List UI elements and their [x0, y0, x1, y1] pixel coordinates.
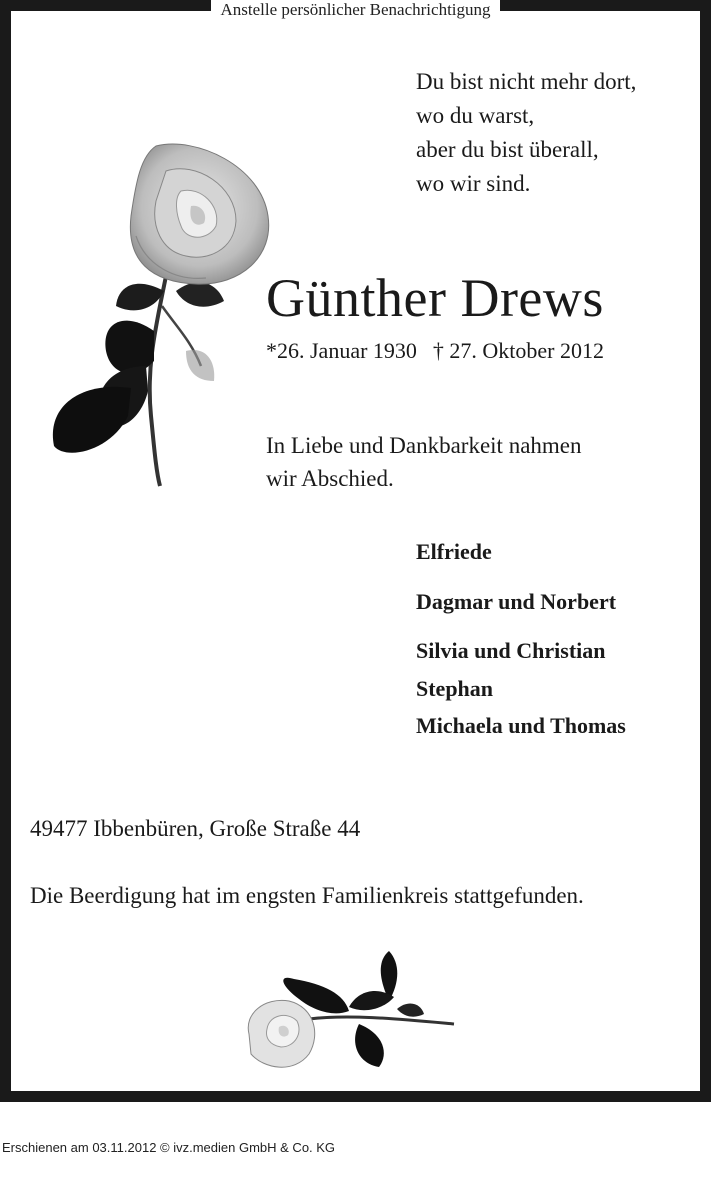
- lying-rose-icon: [239, 949, 469, 1081]
- death-date: † 27. Oktober 2012: [432, 338, 605, 363]
- deceased-name: Günther Drews: [266, 268, 604, 328]
- rose-icon: [36, 126, 276, 496]
- poem-line: wo wir sind.: [416, 171, 531, 196]
- poem-line: wo du warst,: [416, 103, 535, 128]
- family-member: Silvia und Christian: [416, 638, 606, 663]
- header-label: [11, 0, 700, 22]
- family-member: Elfriede: [416, 539, 492, 564]
- farewell-line: wir Abschied.: [266, 466, 394, 491]
- birth-date: *26. Januar 1930: [266, 338, 417, 363]
- poem-line: aber du bist überall,: [416, 137, 599, 162]
- family-member: Michaela und Thomas: [416, 713, 626, 738]
- address: 49477 Ibbenbüren, Große Straße 44: [30, 816, 361, 841]
- poem-line: Du bist nicht mehr dort,: [416, 69, 637, 94]
- farewell-text: [266, 429, 582, 495]
- funeral-note: Die Beerdigung hat im engsten Familienkreis stattgefunden.: [30, 883, 584, 908]
- life-dates: [266, 336, 604, 366]
- farewell-line: In Liebe und Dankbarkeit nahmen: [266, 433, 582, 458]
- header-label-text: Anstelle persönlicher Benachrichtigung: [211, 0, 499, 19]
- publication-footer: Erschienen am 03.11.2012 © ivz.medien GmbH & Co. KG: [2, 1140, 336, 1155]
- poem: [416, 65, 636, 201]
- family-member: Dagmar und Norbert: [416, 589, 617, 614]
- family-member: Stephan: [416, 676, 494, 701]
